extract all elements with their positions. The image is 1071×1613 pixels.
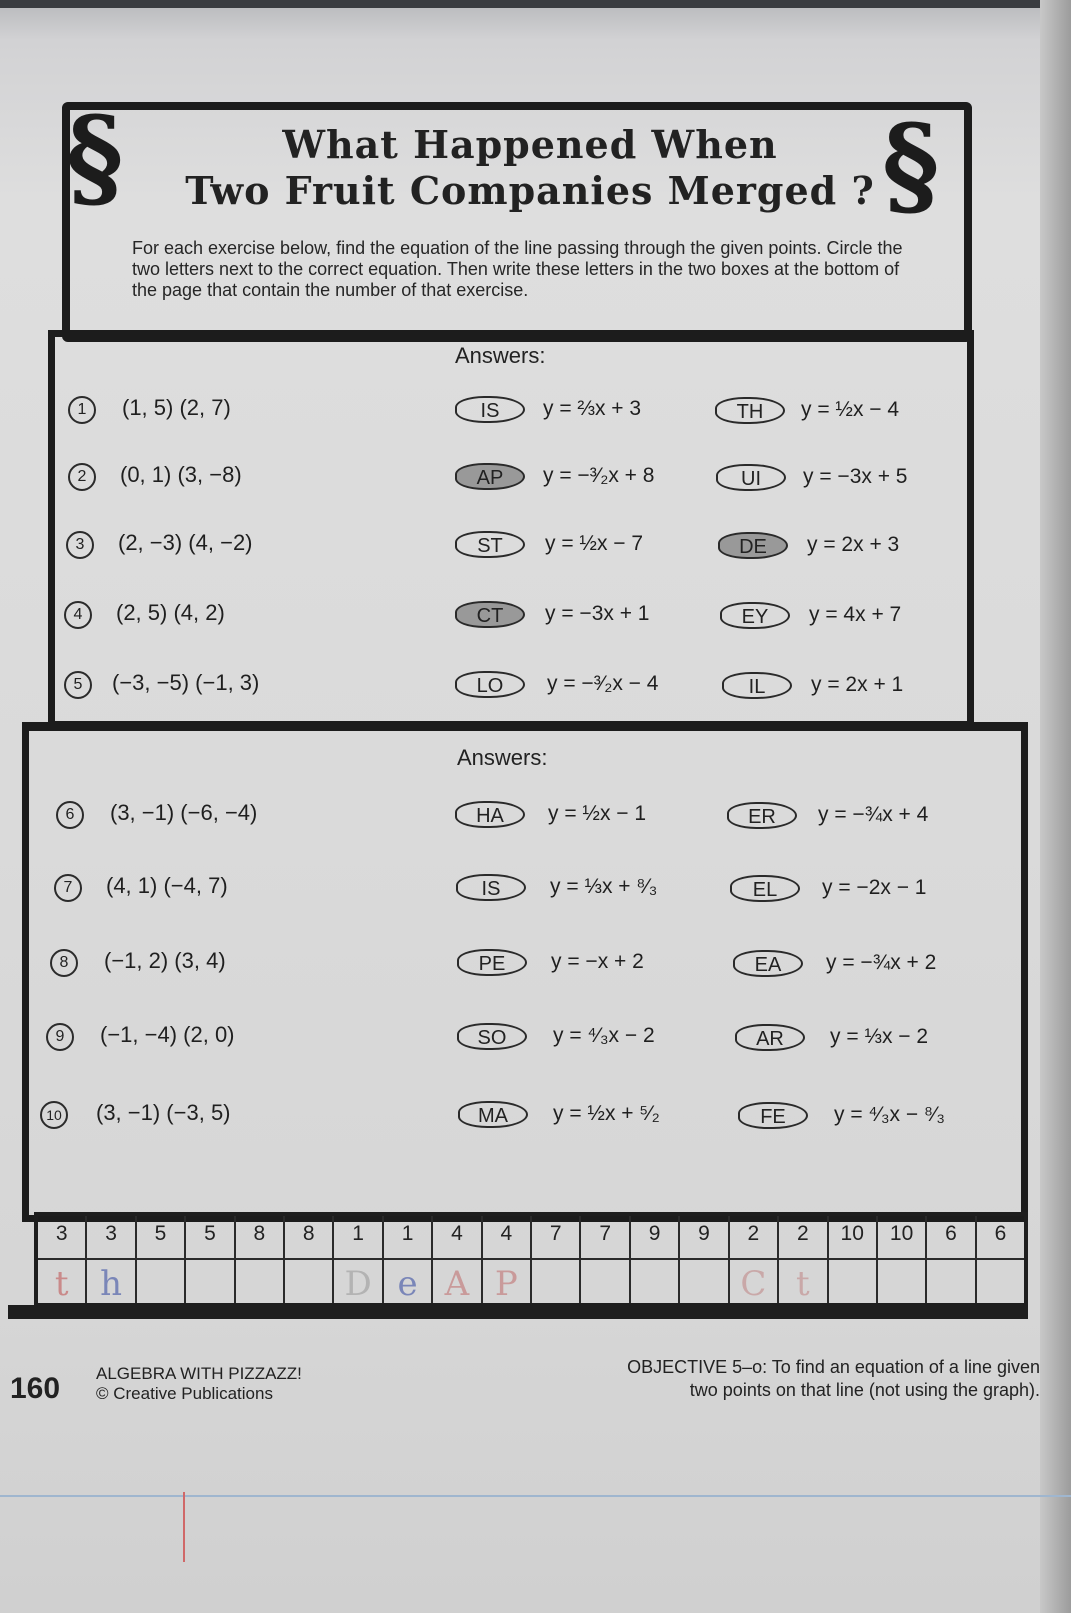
answer-equation-left: y = ½x + ⁵⁄₂ <box>553 1102 660 1125</box>
code-box-number: 7 <box>599 1222 612 1245</box>
answers-label-1: Answers: <box>455 343 546 368</box>
answer-equation-left: y = ⅓x + ⁸⁄₃ <box>550 875 658 898</box>
handwritten-letter: t <box>795 1264 810 1304</box>
code-box-divider <box>137 1258 184 1260</box>
code-box-divider <box>581 1258 628 1260</box>
bottom-bar <box>8 1305 1028 1319</box>
code-box-number: 5 <box>154 1222 167 1245</box>
code-box[interactable] <box>433 1216 482 1303</box>
code-box[interactable] <box>581 1216 630 1303</box>
answer-code-left: AP <box>455 463 525 490</box>
code-box-divider <box>927 1258 974 1260</box>
code-box[interactable] <box>927 1216 976 1303</box>
code-box[interactable] <box>384 1216 433 1303</box>
answer-equation-right: y = −3x + 5 <box>803 465 908 488</box>
code-box[interactable] <box>779 1216 828 1303</box>
answer-equation-left: y = −3x + 1 <box>545 602 650 625</box>
answer-code-right: EL <box>730 875 800 902</box>
code-box-number: 2 <box>747 1222 760 1245</box>
code-box-number: 3 <box>105 1222 117 1245</box>
problem-number: 9 <box>46 1023 74 1051</box>
problem-points: (−1, −4) (2, 0) <box>100 1022 235 1047</box>
answer-code-right: UI <box>716 464 786 491</box>
answer-code-left: IS <box>455 396 525 423</box>
code-box[interactable] <box>730 1216 779 1303</box>
code-box-number: 10 <box>840 1222 864 1245</box>
top-edge <box>0 0 1071 8</box>
problem-points: (2, −3) (4, −2) <box>118 530 253 555</box>
problem-number: 5 <box>64 671 92 699</box>
code-box[interactable] <box>977 1216 1024 1303</box>
code-box-divider <box>433 1258 480 1260</box>
answer-equation-left: y = −x + 2 <box>551 950 644 973</box>
problem-points: (2, 5) (4, 2) <box>116 600 225 625</box>
problem-points: (−3, −5) (−1, 3) <box>112 670 260 695</box>
code-box-divider <box>87 1258 134 1260</box>
code-box-divider <box>334 1258 381 1260</box>
code-box[interactable] <box>483 1216 532 1303</box>
answer-equation-right: y = 2x + 1 <box>811 673 904 696</box>
code-box-number: 8 <box>302 1222 315 1245</box>
answer-code-left: MA <box>458 1101 528 1128</box>
problem-number: 2 <box>68 463 96 491</box>
code-box-number: 4 <box>451 1222 463 1245</box>
problem-points: (3, −1) (−3, 5) <box>96 1100 231 1125</box>
answer-equation-left: y = ½x − 1 <box>548 802 647 825</box>
code-box-divider <box>878 1258 925 1260</box>
code-box[interactable] <box>532 1216 581 1303</box>
page-edge <box>1040 0 1071 1613</box>
handwritten-letter: A <box>444 1264 470 1304</box>
code-box-divider <box>631 1258 678 1260</box>
code-box-divider <box>186 1258 233 1260</box>
problem-number: 3 <box>66 531 94 559</box>
book-title: ALGEBRA WITH PIZZAZZ! <box>96 1364 302 1383</box>
objective-line2: two points on that line (not using the graph). <box>689 1380 1040 1400</box>
handwritten-letter: P <box>494 1264 518 1304</box>
problem-points: (1, 5) (2, 7) <box>122 395 231 420</box>
answer-equation-right: y = −¾x + 4 <box>818 803 929 826</box>
problem-number: 6 <box>56 801 84 829</box>
objective <box>520 1356 1040 1402</box>
scroll-ornament-right: § <box>882 100 940 229</box>
answer-code-left: PE <box>457 949 527 976</box>
code-box[interactable] <box>829 1216 878 1303</box>
handwritten-letter: h <box>100 1264 123 1304</box>
answer-code-left: HA <box>455 801 525 828</box>
answer-equation-right: y = ½x − 4 <box>801 398 900 421</box>
problem-number: 7 <box>54 874 82 902</box>
code-box-number: 2 <box>796 1222 809 1245</box>
answer-equation-right: y = 2x + 3 <box>807 533 900 556</box>
code-box[interactable] <box>878 1216 927 1303</box>
code-box-divider <box>829 1258 876 1260</box>
code-box-number: 4 <box>500 1222 513 1245</box>
problem-points: (3, −1) (−6, −4) <box>110 800 258 825</box>
answer-equation-left: y = −³⁄₂x − 4 <box>547 672 659 695</box>
code-box-number: 7 <box>549 1222 562 1245</box>
code-box-number: 9 <box>698 1222 710 1245</box>
scroll-ornament-left: § <box>66 92 124 221</box>
answer-code-right: DE <box>718 532 788 559</box>
margin-line <box>183 1492 185 1562</box>
answer-equation-left: y = −³⁄₂x + 8 <box>543 464 655 487</box>
code-box-number: 1 <box>401 1222 414 1245</box>
title-line1: What Happened When <box>282 122 778 167</box>
handwritten-letter: t <box>54 1264 69 1304</box>
code-box-divider <box>532 1258 579 1260</box>
answer-code-left: CT <box>455 601 525 628</box>
problem-number: 8 <box>50 949 78 977</box>
answer-code-right: IL <box>722 672 792 699</box>
code-box-divider <box>285 1258 332 1260</box>
answer-code-left: LO <box>455 671 525 698</box>
code-box-divider <box>680 1258 727 1260</box>
code-box-number: 10 <box>889 1222 914 1245</box>
answer-equation-left: y = ⁴⁄₃x − 2 <box>553 1024 655 1047</box>
title-line2: Two Fruit Companies Merged ? <box>185 168 875 213</box>
code-box-number: 3 <box>55 1222 68 1245</box>
code-box-divider <box>483 1258 530 1260</box>
handwritten-letter: D <box>344 1264 372 1304</box>
answer-equation-left: y = ½x − 7 <box>545 532 644 555</box>
problem-points: (4, 1) (−4, 7) <box>106 873 228 898</box>
problem-points: (0, 1) (3, −8) <box>120 462 242 487</box>
code-box-divider <box>730 1258 777 1260</box>
answer-code-right: TH <box>715 397 785 424</box>
ruled-line <box>0 1495 1071 1497</box>
code-box[interactable] <box>236 1216 285 1303</box>
code-box-number: 9 <box>648 1222 661 1245</box>
answer-code-right: FE <box>738 1102 808 1129</box>
answer-equation-right: y = −2x − 1 <box>822 876 927 899</box>
page-number: 160 <box>10 1372 61 1405</box>
code-box[interactable] <box>285 1216 334 1303</box>
code-box-number: 8 <box>253 1222 266 1245</box>
code-box-divider <box>779 1258 826 1260</box>
answer-box-1 <box>48 330 974 728</box>
code-box[interactable] <box>680 1216 729 1303</box>
code-box-divider <box>384 1258 431 1260</box>
code-box-divider <box>977 1258 1024 1260</box>
code-box-divider <box>38 1258 85 1260</box>
code-box-number: 6 <box>994 1222 1007 1245</box>
code-box[interactable] <box>87 1216 136 1303</box>
answer-code-right: ER <box>727 802 797 829</box>
answer-equation-right: y = −¾x + 2 <box>826 951 937 974</box>
answer-equation-right: y = ⅓x − 2 <box>830 1025 929 1048</box>
answer-code-left: ST <box>455 531 525 558</box>
answer-code-right: AR <box>735 1024 805 1051</box>
problem-points: (−1, 2) (3, 4) <box>104 948 226 973</box>
code-box[interactable] <box>38 1216 87 1303</box>
instructions: For each exercise below, find the equation of the line passing through the given points. Circle the two letters next to the correct equation. Then write these letters in the two boxes at the bottom of the page that contain the number of that exercise. <box>132 238 903 300</box>
answer-code-right: EA <box>733 950 803 977</box>
answer-code-right: EY <box>720 602 790 629</box>
answer-code-left: IS <box>456 874 526 901</box>
problem-number: 1 <box>68 396 96 424</box>
problem-number: 10 <box>40 1101 68 1129</box>
code-box[interactable] <box>137 1216 186 1303</box>
code-box-number: 5 <box>204 1222 216 1245</box>
handwritten-letter: C <box>740 1264 767 1304</box>
publisher: © Creative Publications <box>96 1384 273 1403</box>
objective-line1: OBJECTIVE 5–o: To find an equation of a line given <box>627 1357 1040 1377</box>
answers-label-2: Answers: <box>457 745 548 770</box>
answer-equation-left: y = ⅔x + 3 <box>543 397 642 420</box>
problem-number: 4 <box>64 601 92 629</box>
book-credit <box>96 1364 302 1404</box>
answer-equation-right: y = 4x + 7 <box>809 603 902 626</box>
code-box[interactable] <box>631 1216 680 1303</box>
answer-equation-right: y = ⁴⁄₃x − ⁸⁄₃ <box>834 1103 945 1126</box>
code-box[interactable] <box>334 1216 383 1303</box>
code-box[interactable] <box>186 1216 235 1303</box>
code-table <box>34 1212 1028 1307</box>
handwritten-letter: e <box>397 1264 418 1304</box>
code-box-number: 1 <box>352 1222 364 1245</box>
code-box-divider <box>236 1258 283 1260</box>
answer-code-left: SO <box>457 1023 527 1050</box>
code-box-number: 6 <box>945 1222 957 1245</box>
